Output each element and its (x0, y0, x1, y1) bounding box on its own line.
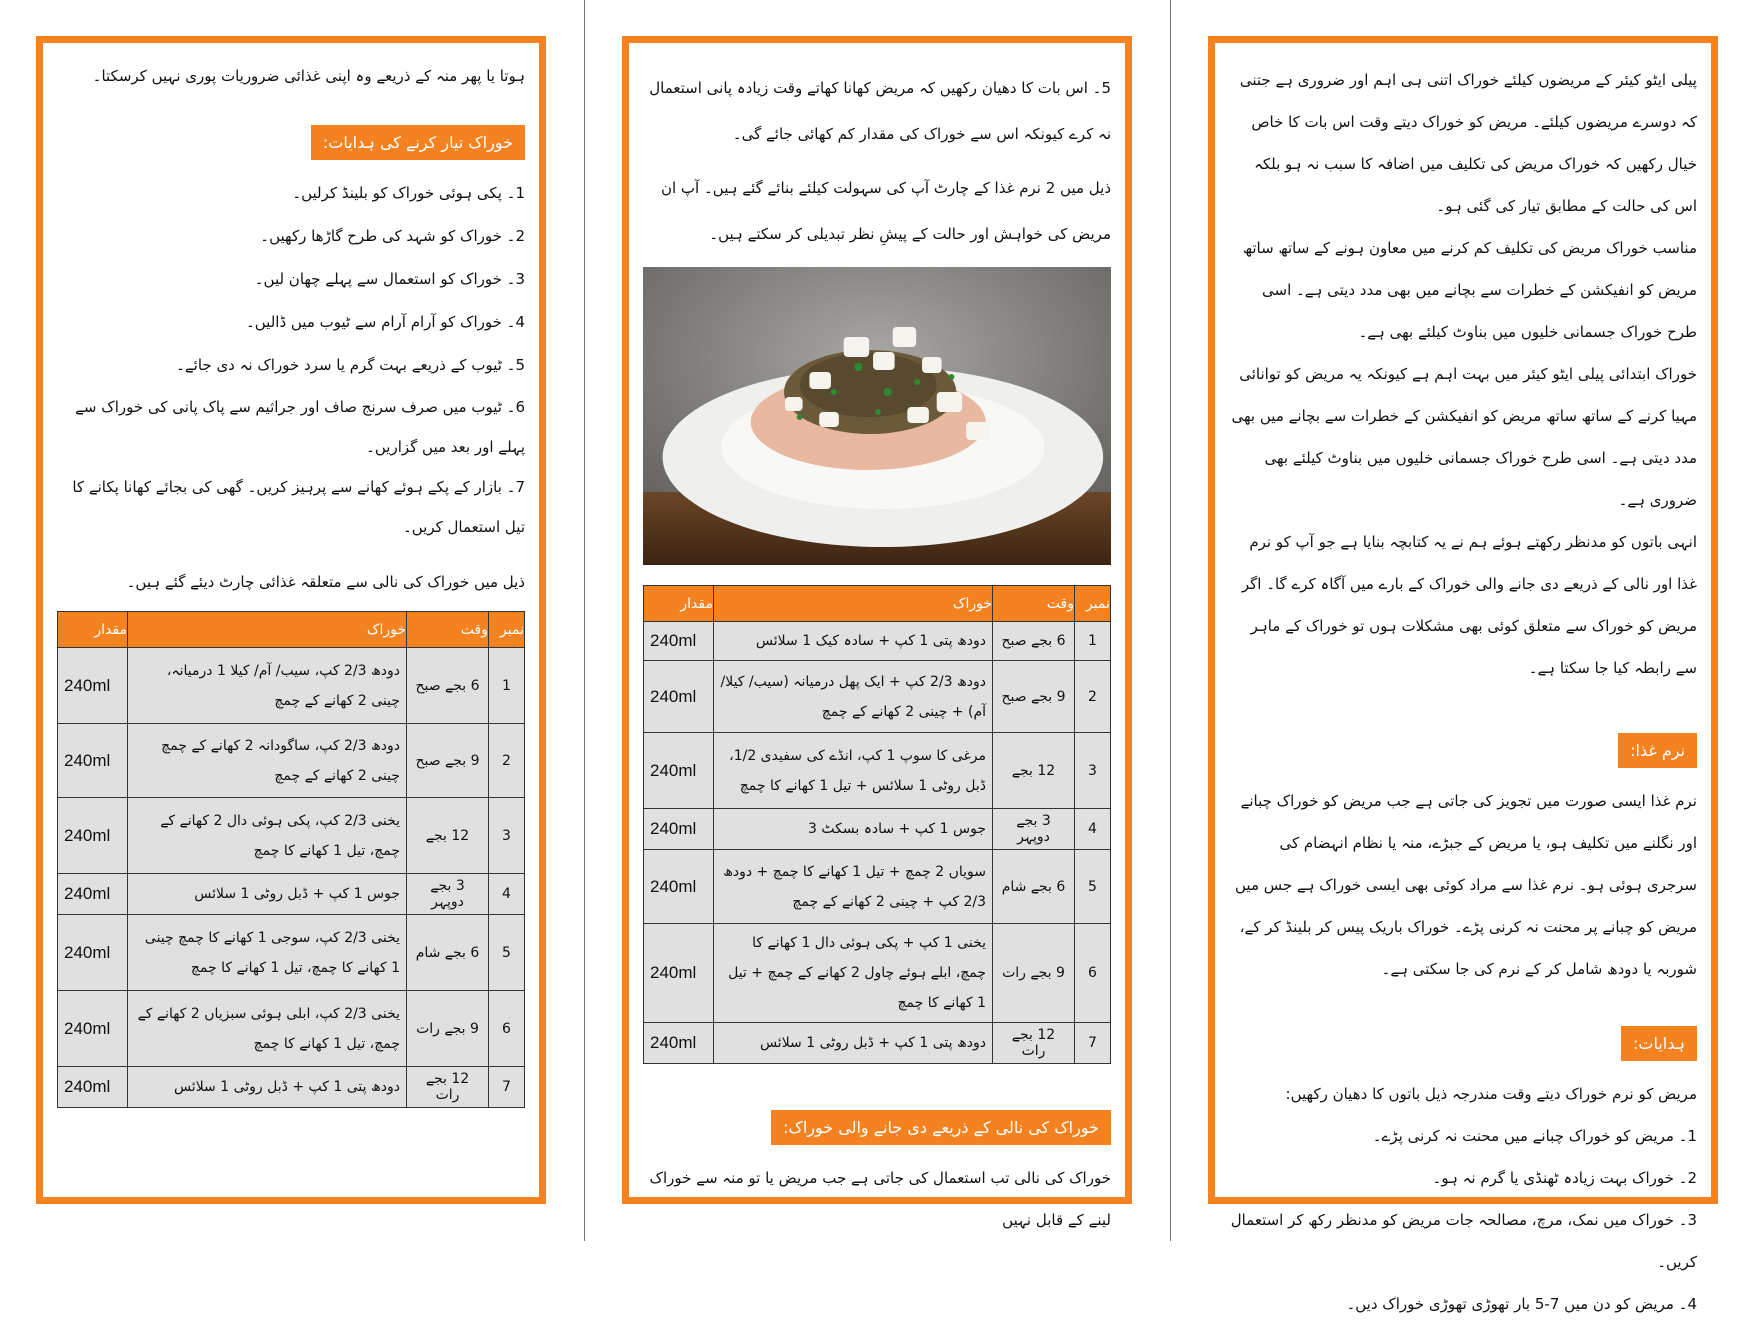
row-quantity: 240ml (58, 1067, 128, 1108)
tube-chart-intro: ذیل میں خوراک کی نالی سے متعلقہ غذائی چارٹ دیئے گئے ہیں۔ (126, 573, 525, 591)
row-time: 6 بجے صبح (993, 622, 1075, 661)
intro-paragraph-1: پیلی ایٹو کیئر کے مریضوں کیلئے خوراک اتنی ہی اہم اور ضروری ہے جتنی کہ دوسرے مریضوں کیلئے۔ مریض کو خوراک دیتے وقت اس بات کا خاص خیال رکھیں کہ خوراک مریض کی تکلیف میں اضافہ کا سبب نہ ہو بلکہ اس کی حالت کے مطابق تیار کی گئی ہو۔ (1239, 71, 1697, 215)
row-quantity: 240ml (58, 724, 128, 798)
row-quantity: 240ml (644, 622, 714, 661)
row-food: یخنی 2/3 کپ، سوجی 1 کھانے کا چمچ چینی 1 کھانے کا چمچ، تیل 1 کھانے کا چمچ (128, 915, 407, 991)
row-quantity: 240ml (58, 648, 128, 724)
prep-item: 6۔ ٹیوب میں صرف سرنج صاف اور جراثیم سے پاک پانی کی خوراک سے پہلے اور بعد میں گزاریں۔ (75, 398, 525, 456)
food-photo (643, 267, 1111, 565)
row-number: 2 (1075, 661, 1111, 733)
header-food: خوراک (128, 612, 407, 648)
table-row (644, 850, 1111, 924)
instruction-item: 2۔ خوراک بہت زیادہ ٹھنڈی یا گرم نہ ہو۔ (1432, 1169, 1697, 1187)
row-time: 12 بجے (993, 733, 1075, 809)
row-number: 4 (1075, 809, 1111, 850)
header-time: وقت (407, 612, 489, 648)
header-time: وقت (993, 586, 1075, 622)
row-quantity: 240ml (644, 1023, 714, 1064)
instructions-intro: مریض کو نرم خوراک دیتے وقت مندرجہ ذیل باتوں کا دھیان رکھیں: (1285, 1085, 1697, 1103)
prep-item: 1۔ پکی ہوئی خوراک کو بلینڈ کرلیں۔ (292, 184, 525, 202)
row-number: 6 (489, 991, 525, 1067)
row-number: 5 (489, 915, 525, 991)
preparation-heading: خوراک تیار کرنے کی ہدایات: (311, 125, 525, 160)
left-panel (36, 36, 546, 1204)
tube-feeding-heading: خوراک کی نالی کے ذریعے دی جانے والی خوراک: (771, 1110, 1111, 1145)
row-time: 12 بجے (407, 798, 489, 874)
row-time: 6 بجے شام (407, 915, 489, 991)
header-quantity: مقدار (644, 586, 714, 622)
tube-feeding-text: خوراک کی نالی تب استعمال کی جاتی ہے جب مریض یا تو منہ سے خوراک لینے کے قابل نہیں (649, 1169, 1111, 1229)
instruction-item: 1۔ مریض کو خوراک چبانے میں محنت نہ کرنی پڑے۔ (1372, 1127, 1697, 1145)
row-number: 6 (1075, 924, 1111, 1023)
row-time: 3 بجے دوپہر (407, 874, 489, 915)
table-row (644, 661, 1111, 733)
table-row (644, 1023, 1111, 1064)
table-row (58, 1067, 525, 1108)
row-food: دودھ پتی 1 کپ + ڈبل روٹی 1 سلائس (714, 1023, 993, 1064)
row-quantity: 240ml (644, 661, 714, 733)
soft-diet-heading: نرم غذا: (1618, 733, 1697, 768)
row-time: 9 بجے صبح (993, 661, 1075, 733)
intro-paragraph-4: انہی باتوں کو مدنظر رکھتے ہوئے ہم نے یہ کتابچہ بنایا ہے جو آپ کو نرم غذا اور نالی کے ذریعے دی جانے والی خوراک کے بارے میں آگاہ کرے گا۔ اگر مریض کو خوراک سے متعلق کوئی بھی مشکلات ہوں تو خوراک کے ماہر سے رابطہ کیا جا سکتا ہے۔ (1241, 533, 1697, 677)
right-panel (1208, 36, 1718, 1313)
row-number: 2 (489, 724, 525, 798)
fold-line-left (584, 0, 585, 1241)
row-quantity: 240ml (644, 809, 714, 850)
row-number: 4 (489, 874, 525, 915)
table-row (58, 724, 525, 798)
table-row (58, 798, 525, 874)
row-food: دودھ پتی 1 کپ + ڈبل روٹی 1 سلائس (128, 1067, 407, 1108)
row-food: سویاں 2 چمچ + تیل 1 کھانے کا چمچ + دودھ 2/3 کپ + چینی 2 کھانے کے چمچ (714, 850, 993, 924)
prep-item: 5۔ ٹیوب کے ذریعے بہت گرم یا سرد خوراک نہ دی جائے۔ (176, 356, 525, 374)
row-food: دودھ 2/3 کپ + ایک پھل درمیانہ (سیب/ کیلا/ آم) + چینی 2 کھانے کے چمچ (714, 661, 993, 733)
row-number: 1 (1075, 622, 1111, 661)
row-food: مرغی کا سوپ 1 کپ، انڈے کی سفیدی 1/2، ڈبل روٹی 1 سلائس + تیل 1 کھانے کا چمچ (714, 733, 993, 809)
row-number: 5 (1075, 850, 1111, 924)
row-quantity: 240ml (58, 798, 128, 874)
row-food: جوس 1 کپ + سادہ بسکٹ 3 (714, 809, 993, 850)
table-row (58, 915, 525, 991)
row-time: 3 بجے دوپہر (993, 809, 1075, 850)
row-time: 6 بجے شام (993, 850, 1075, 924)
soft-diet-chart (643, 585, 1111, 1064)
row-food: یخنی 2/3 کپ، ابلی ہوئی سبزیاں 2 کھانے کے چمچ، تیل 1 کھانے کا چمچ (128, 991, 407, 1067)
row-time: 9 بجے صبح (407, 724, 489, 798)
row-quantity: 240ml (644, 924, 714, 1023)
row-number: 7 (489, 1067, 525, 1108)
prep-item: 3۔ خوراک کو استعمال سے پہلے چھان لیں۔ (254, 270, 525, 288)
row-number: 3 (1075, 733, 1111, 809)
table-row (58, 648, 525, 724)
row-time: 12 بجے رات (993, 1023, 1075, 1064)
table-row (644, 924, 1111, 1023)
instruction-item: 3۔ خوراک میں نمک، مرچ، مصالحہ جات مریض کو مدنظر رکھ کر استعمال کریں۔ (1230, 1211, 1697, 1271)
header-food: خوراک (714, 586, 993, 622)
table-row (644, 622, 1111, 661)
soft-diet-paragraph: نرم غذا ایسی صورت میں تجویز کی جاتی ہے جب مریض کو خوراک چبانے اور نگلنے میں تکلیف ہو، یا مریض کے جبڑے، منہ یا نظام انہضام کی سرجری ہوئی ہو۔ نرم غذا سے مراد کوئی بھی ایسی خوراک ہے جس میں مریض کو چبانے پر محنت نہ کرنی پڑے۔ خوراک باریک پیس کر بلینڈ کر کے، شوربہ یا دودھ شامل کر کے نرم کی جا سکتی ہے۔ (1235, 792, 1697, 978)
row-quantity: 240ml (58, 915, 128, 991)
row-food: دودھ 2/3 کپ، سیب/ آم/ کیلا 1 درمیانہ، چینی 2 کھانے کے چمچ (128, 648, 407, 724)
table-row (58, 874, 525, 915)
row-time: 9 بجے رات (993, 924, 1075, 1023)
intro-paragraph-3: خوراک ابتدائی پیلی ایٹو کیئر میں بہت اہم ہے کیونکہ یہ مریض کو توانائی مہیا کرنے کے ساتھ ساتھ مریض کو انفیکشن کے خطرات سے بچانے میں بھی مدد دیتی ہے۔ اسی طرح خوراک جسمانی خلیوں میں بناوٹ کیلئے بھی ضروری ہے۔ (1231, 365, 1697, 509)
middle-panel (622, 36, 1132, 1229)
prep-item: 4۔ خوراک کو آرام آرام سے ٹیوب میں ڈالیں۔ (245, 313, 525, 331)
header-quantity: مقدار (58, 612, 128, 648)
table-row (644, 733, 1111, 809)
row-food: دودھ 2/3 کپ، ساگودانہ 2 کھانے کے چمچ چینی 2 کھانے کے چمچ (128, 724, 407, 798)
row-time: 6 بجے صبح (407, 648, 489, 724)
row-food: یخنی 2/3 کپ، پکی ہوئی دال 2 کھانے کے چمچ، تیل 1 کھانے کا چمچ (128, 798, 407, 874)
row-time: 12 بجے رات (407, 1067, 489, 1108)
row-time: 9 بجے رات (407, 991, 489, 1067)
tube-feeding-chart (57, 611, 525, 1108)
row-quantity: 240ml (58, 874, 128, 915)
fold-line-right (1170, 0, 1171, 1241)
instruction-item: 4۔ مریض کو دن میں 7-5 بار تھوڑی تھوڑی خوراک دیں۔ (1346, 1295, 1697, 1313)
soft-diet-chart-intro: ذیل میں 2 نرم غذا کے چارٹ آپ کی سہولت کیلئے بنائے گئے ہیں۔ آپ ان مریض کی خواہش اور حالت کے پیشِ نظر تبدیلی کر سکتے ہیں۔ (660, 179, 1111, 243)
row-quantity: 240ml (644, 733, 714, 809)
row-food: دودھ پتی 1 کپ + سادہ کیک 1 سلائس (714, 622, 993, 661)
header-number: نمبر (1075, 586, 1111, 622)
table-row (58, 991, 525, 1067)
instruction-item-5: 5۔ اس بات کا دھیان رکھیں کہ مریض کھانا کھاتے وقت زیادہ پانی استعمال نہ کرے کیونکہ اس سے خوراک کی مقدار کم کھائی جائے گی۔ (649, 79, 1111, 143)
row-number: 7 (1075, 1023, 1111, 1064)
prep-item: 7۔ بازار کے پکے ہوئے کھانے سے پرہیز کریں۔ گھی کی بجائے کھانا پکانے کا تیل استعمال کریں۔ (72, 478, 525, 536)
row-quantity: 240ml (644, 850, 714, 924)
instructions-heading: ہدایات: (1621, 1026, 1697, 1061)
intro-paragraph-2: مناسب خوراک مریض کی تکلیف کم کرنے میں معاون ہونے کے ساتھ ساتھ مریض کو انفیکشن کے خطرات سے بچانے میں بھی مدد دیتی ہے۔ اسی طرح خوراک جسمانی خلیوں میں بناوٹ کیلئے بھی ہے۔ (1242, 239, 1697, 341)
prep-item: 2۔ خوراک کو شہد کی طرح گاڑھا رکھیں۔ (260, 227, 525, 245)
row-quantity: 240ml (58, 991, 128, 1067)
row-number: 3 (489, 798, 525, 874)
left-intro-text: ہوتا یا پھر منہ کے ذریعے وہ اپنی غذائی ضروریات پوری نہیں کرسکتا۔ (92, 67, 525, 85)
row-food: یخنی 1 کپ + پکی ہوئی دال 1 کھانے کا چمچ، ابلے ہوئے چاول 2 کھانے کے چمچ + تیل 1 کھانے کا چمچ (714, 924, 993, 1023)
lentil-rice-dish-image (643, 267, 1111, 565)
table-row (644, 809, 1111, 850)
row-number: 1 (489, 648, 525, 724)
row-food: جوس 1 کپ + ڈبل روٹی 1 سلائس (128, 874, 407, 915)
header-number: نمبر (489, 612, 525, 648)
